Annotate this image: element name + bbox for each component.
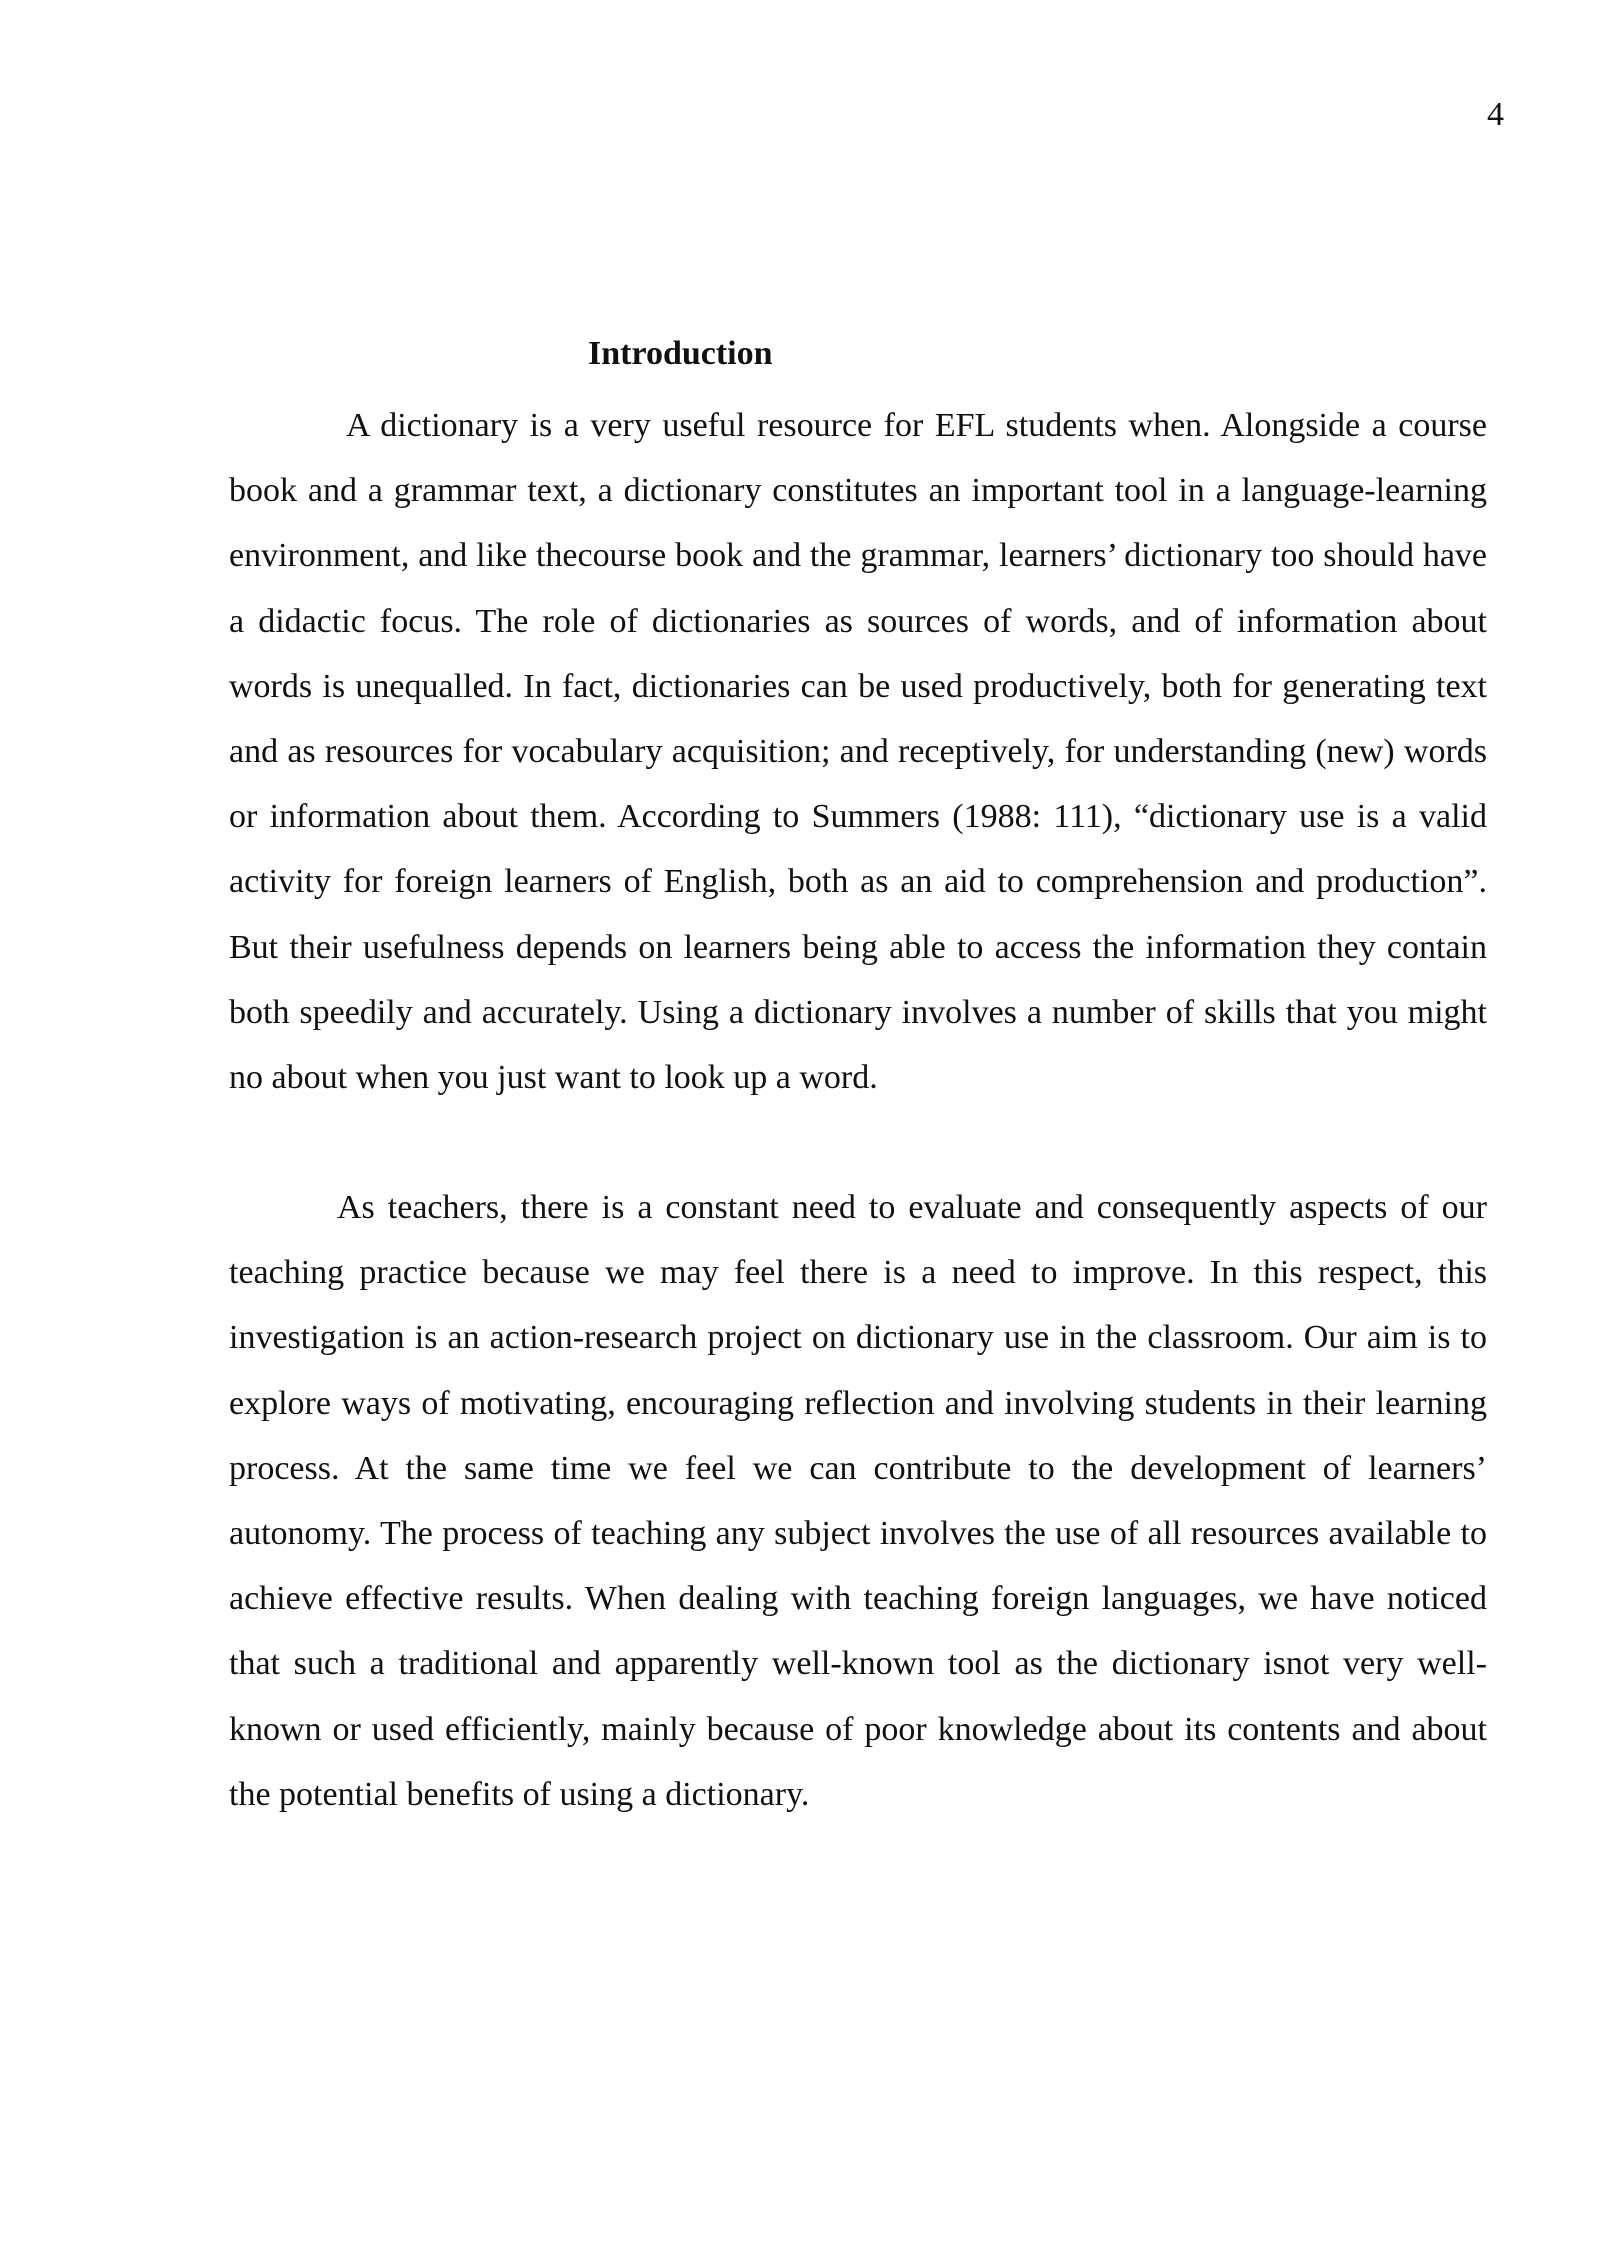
- paragraph-2: As teachers, there is a constant need to evaluate and consequently aspects of our teaching practice because we may feel there is a need to improve. In this respect, this investigation is an action-research project on dictionary use in the classroom. Our aim is to explore ways of motivating, encouraging reflection and involving students in their learning process. At the same time we feel we can contribute to the development of learners’ autonomy. The process of teaching any subject involves the use of all resources available to achieve effective results. When dealing with teaching foreign languages, we have noticed that such a traditional and apparently well-known tool as the dictionary isnot very well-known or used efficiently, mainly because of poor knowledge about its contents and about the potential benefits of using a dictionary.: [229, 1189, 1487, 1813]
- paragraph-1: A dictionary is a very useful resource for EFL students when. Alongside a course book and a grammar text, a dictionary constitutes an important tool in a language-learning environment, and like thecourse book and the grammar, learners’ dictionary too should have a didactic focus. The role of dictionaries as sources of words, and of information about words is unequalled. In fact, dictionaries can be used productively, both for generating text and as resources for vocabulary acquisition; and receptively, for understanding (new) words or information about them. According to Summers (1988: 111), “dictionary use is a valid activity for foreign learners of English, both as an aid to comprehension and production”. But their usefulness depends on learners being able to access the information they contain both speedily and accurately. Using a dictionary involves a number of skills that you might no about when you just want to look up a word.: [229, 407, 1487, 1097]
- section-heading: Introduction: [588, 335, 773, 372]
- page-number: 4: [1487, 96, 1504, 133]
